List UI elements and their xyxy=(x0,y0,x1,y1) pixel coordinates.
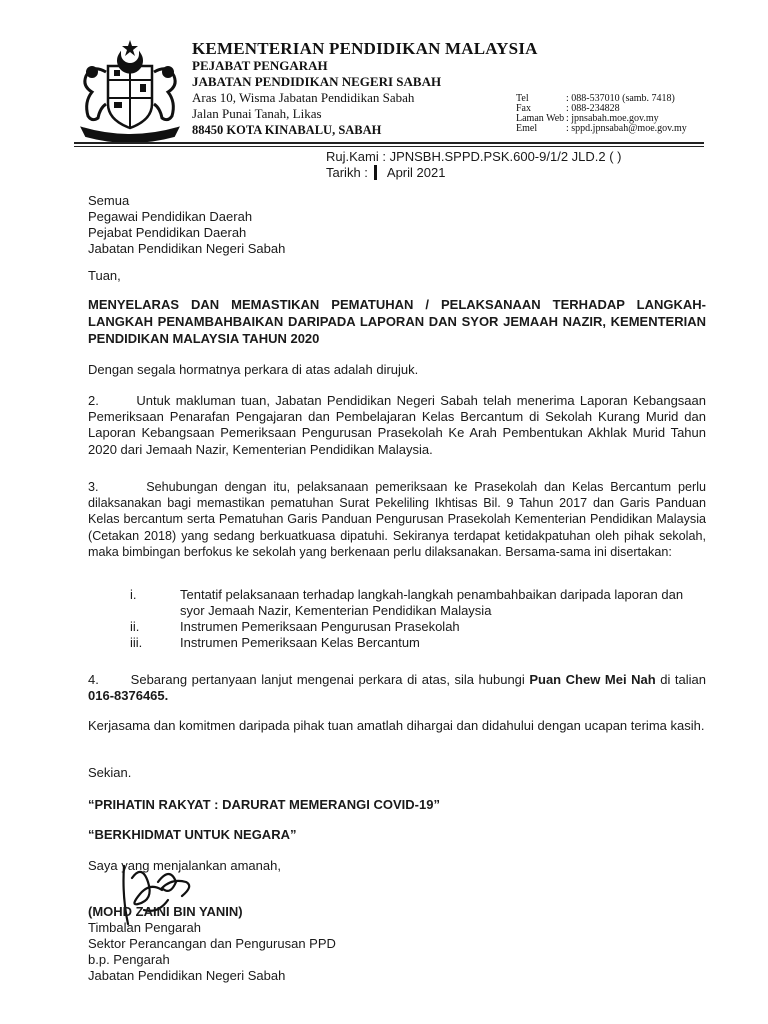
contact-label: Emel xyxy=(516,123,538,134)
paragraph-3: 3. Sehubungan dengan itu, pelaksanaan pemeriksaan ke Prasekolah dan Kelas Bercantum perlu dilaksanakan bagi memastikan pematuhan Surat Pekeliling Ikhtisas Bil. 9 Tahun 2017 dan Garis Panduan Kelas bercantum serta Pematuhan Garis Panduan Pengurusan Prasekolah Kementerian Pendidikan Malaysia (Cetakan 2018) yang sedang berkuatkuasa dipatuhi. Sekiranya terdapat ketidakpatuhan oleh pihak sekolah, maka bimbingan berfokus ke sekolah yang berkenaan perlu dilaksanakan. Bersama-sama ini disertakan: xyxy=(88,480,710,559)
list-item xyxy=(130,619,706,635)
date-value: April 2021 xyxy=(386,165,446,180)
ministry-name: KEMENTERIAN PENDIDIKAN MALAYSIA xyxy=(192,39,538,58)
paragraph-4-mid: di talian xyxy=(655,672,710,687)
recipient-line: Jabatan Pendidikan Negeri Sabah xyxy=(88,241,286,256)
recipient-line: Semua xyxy=(88,193,130,208)
list-item-text: Instrumen Pemeriksaan Kelas Bercantum xyxy=(180,635,420,650)
signatory-bp: b.p. Pengarah xyxy=(88,952,170,967)
contact-value: : 088-234828 xyxy=(566,103,620,114)
contact-value: : sppd.jpnsabah@moe.gov.my xyxy=(566,123,687,134)
paragraph-4 xyxy=(88,672,710,704)
reference-block xyxy=(326,149,622,181)
slogan-covid: “PRIHATIN RAKYAT : DARURAT MEMERANGI COVID-19” xyxy=(88,797,440,812)
contact-phone: 016-8376465 xyxy=(88,688,165,704)
date-mark xyxy=(374,165,377,180)
signatory-name: (MOHD ZAINI BIN YANIN) xyxy=(88,904,243,919)
list-item xyxy=(130,635,706,651)
recipient-line: Pejabat Pendidikan Daerah xyxy=(88,225,247,240)
contact-value: : jpnsabah.moe.gov.my xyxy=(566,113,659,124)
contact-block xyxy=(516,94,687,134)
recipient-block xyxy=(88,193,706,257)
salutation: Tuan, xyxy=(88,268,121,283)
letterhead xyxy=(192,40,538,139)
recipient-line: Pegawai Pendidikan Daerah xyxy=(88,209,253,224)
contact-row xyxy=(516,124,687,134)
sekian-line: Sekian. xyxy=(88,765,132,780)
paragraph-4-prefix: 4. Sebarang pertanyaan lanjut mengenai perkara di atas, sila hubungi xyxy=(88,672,530,687)
letterhead-divider xyxy=(74,142,704,144)
list-item-text: Instrumen Pemeriksaan Pengurusan Prasekolah xyxy=(180,619,460,634)
amanah-line: Saya yang menjalankan amanah, xyxy=(88,858,281,873)
paragraph-2: 2. Untuk makluman tuan, Jabatan Pendidikan Negeri Sabah telah menerima Laporan Kebangsaan Pemeriksaan Penarafan Pengajaran dan Pembelajaran Kelas Bercantum di Sekolah Kurang Murid dan Laporan Kebangsaan Pemeriksaan Pengurusan Prasekolah Ke Arah Pembentukan Akhlak Murid Tahun 2020 dari Jemaah Nazir, Kementerian Pendidikan Malaysia. xyxy=(88,393,710,457)
list-item-number: iii. xyxy=(130,635,143,650)
signoff-block xyxy=(88,904,706,984)
list-item-text: Tentatif pelaksanaan terhadap langkah-langkah penambahbaikan daripada laporan dan syor Jemaah Nazir, Kementerian Pendidikan Malaysia xyxy=(180,587,684,618)
jata-negara-crest-icon xyxy=(74,36,186,144)
signatory-sector: Sektor Perancangan dan Pengurusan PPD xyxy=(88,936,336,951)
contact-label: Laman Web xyxy=(516,113,565,124)
signatory-title: Timbalan Pengarah xyxy=(88,920,201,935)
address-line-1: Aras 10, Wisma Jabatan Pendidikan Sabah xyxy=(192,90,415,105)
signatory-department: Jabatan Pendidikan Negeri Sabah xyxy=(88,968,286,983)
address-line-2: Jalan Punai Tanah, Likas xyxy=(192,106,322,121)
closing-paragraph: Kerjasama dan komitmen daripada pihak tuan amatlah dihargai dan didahului dengan ucapan terima kasih. xyxy=(88,718,705,733)
contact-person-name: Puan Chew Mei Nah xyxy=(529,672,656,687)
intro-paragraph: Dengan segala hormatnya perkara di atas adalah dirujuk. xyxy=(88,362,419,377)
paragraph-4-suffix: . xyxy=(164,688,169,704)
reference-number: Ruj.Kami : JPNSBH.SPPD.PSK.600-9/1/2 JLD.2 ( ) xyxy=(326,149,622,164)
slogan-berkhidmat: “BERKHIDMAT UNTUK NEGARA” xyxy=(88,827,297,842)
date-label: Tarikh : xyxy=(326,165,368,180)
date-row xyxy=(326,165,622,181)
list-item-number: ii. xyxy=(130,619,140,634)
list-item xyxy=(130,587,706,619)
address-line-3: 88450 KOTA KINABALU, SABAH xyxy=(192,123,382,137)
contact-label: Fax xyxy=(516,103,531,114)
attachment-list xyxy=(130,587,706,651)
letterhead-divider-thin xyxy=(74,146,704,147)
office-name: PEJABAT PENGARAH xyxy=(192,58,328,73)
contact-value: : 088-537010 (samb. 7418) xyxy=(566,93,675,104)
contact-label: Tel xyxy=(516,93,529,104)
department-name: JABATAN PENDIDIKAN NEGERI SABAH xyxy=(192,74,442,89)
list-item-number: i. xyxy=(130,587,137,602)
subject-heading: MENYELARAS DAN MEMASTIKAN PEMATUHAN / PELAKSANAAN TERHADAP LANGKAH-LANGKAH PENAMBAHBAIKAN DARIPADA LAPORAN DAN SYOR JEMAAH NAZIR, KEMENTERIAN PENDIDIKAN MALAYSIA TAHUN 2020 xyxy=(88,297,706,346)
